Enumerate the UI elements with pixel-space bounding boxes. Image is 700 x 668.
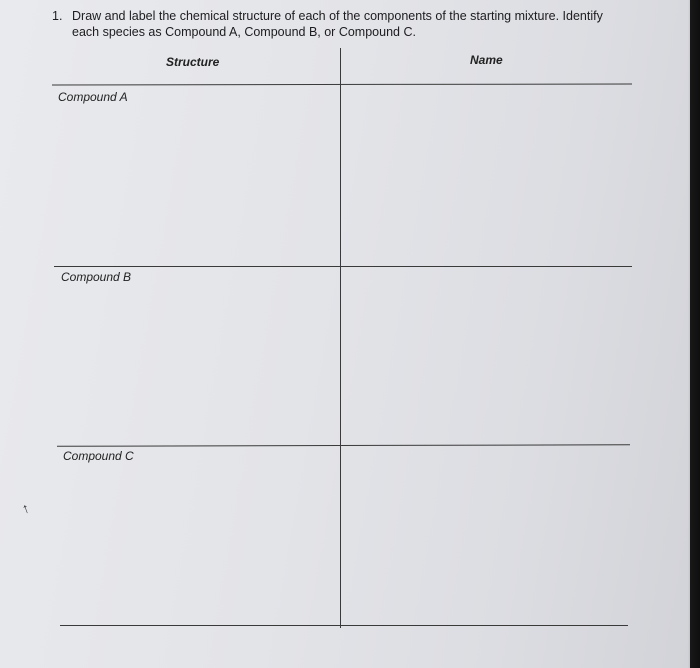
pencil-mark: ↑ [19, 499, 32, 517]
structure-cell-compound-c[interactable] [58, 447, 339, 624]
question-number: 1. [52, 9, 63, 23]
structure-cell-compound-b[interactable] [56, 268, 339, 444]
name-cell-compound-c[interactable] [342, 447, 628, 624]
question-text [72, 8, 662, 40]
row-label-compound-a: Compound A [58, 90, 128, 104]
column-header-name: Name [470, 53, 503, 67]
name-cell-compound-b[interactable] [342, 268, 630, 444]
row-label-compound-b: Compound B [61, 270, 132, 284]
question-line-2: each species as Compound A, Compound B, or Compound C. [72, 25, 416, 39]
row-label-compound-c: Compound C [63, 449, 134, 463]
question-line-1: Draw and label the chemical structure of each of the components of the starting mixture. Identify [72, 9, 603, 23]
question-1 [52, 8, 662, 40]
row-divider-a-b [54, 266, 632, 267]
name-cell-compound-a[interactable] [342, 86, 630, 265]
column-header-structure: Structure [166, 55, 220, 69]
column-divider [340, 48, 341, 628]
table-bottom-rule [60, 625, 628, 626]
page-edge-shadow [688, 0, 700, 668]
structure-cell-compound-a[interactable] [54, 86, 339, 265]
